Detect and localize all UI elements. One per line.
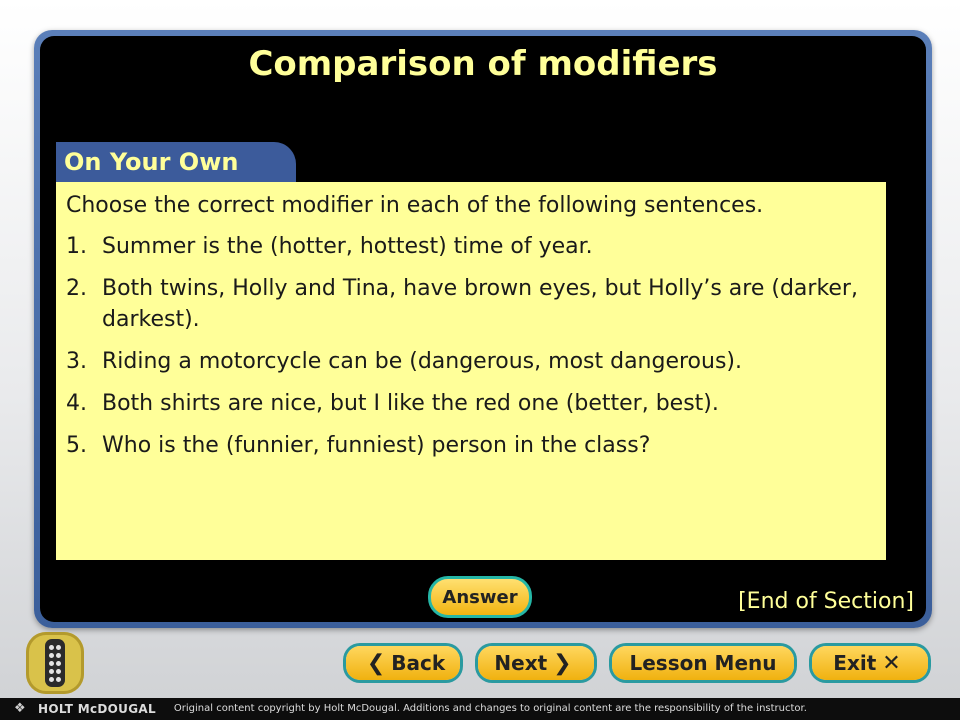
back-button-label: Back: [391, 651, 446, 675]
content-panel: [56, 182, 886, 560]
exit-button[interactable]: [812, 646, 928, 680]
lesson-menu-button-label: Lesson Menu: [629, 651, 777, 675]
slide-title: Comparison of modifiers: [248, 44, 718, 84]
exit-button-label: Exit: [833, 651, 877, 675]
answer-button[interactable]: [428, 576, 532, 618]
footer-bar: [0, 698, 960, 720]
footer-copyright: Original content copyright by Holt McDougal. Additions and changes to original content are the responsibility of the instructor.: [173, 703, 807, 714]
section-tab-label: On Your Own: [64, 148, 239, 176]
list-item: [66, 388, 874, 419]
item-text: Who is the (funnier, funniest) person in the class?: [102, 433, 651, 458]
remote-control-icon[interactable]: [26, 632, 84, 694]
footer-brand: HOLT McDOUGAL: [38, 702, 156, 716]
back-button[interactable]: [346, 646, 460, 680]
instructions: Choose the correct modifier in each of the following sentences.: [66, 193, 764, 218]
chevron-left-icon: ❮: [366, 650, 386, 676]
list-item: [66, 231, 874, 262]
item-text: Riding a motorcycle can be (dangerous, most dangerous).: [102, 349, 742, 374]
chevron-right-icon: ❯: [553, 650, 572, 676]
answer-button-label: Answer: [442, 586, 518, 608]
item-number: 5.: [66, 433, 87, 458]
list-item: [66, 430, 874, 461]
close-icon: ✕: [882, 650, 901, 676]
remote-body: [45, 639, 65, 687]
next-button-label: Next: [494, 651, 548, 675]
lesson-menu-button[interactable]: [612, 646, 794, 680]
item-text: Summer is the (hotter, hottest) time of year.: [102, 234, 593, 259]
holt-logo-icon: ❖: [14, 701, 26, 716]
list-item: [66, 273, 874, 335]
item-number: 4.: [66, 391, 87, 416]
item-number: 3.: [66, 349, 87, 374]
item-text: Both shirts are nice, but I like the red one (better, best).: [102, 391, 719, 416]
list-item: [66, 346, 874, 377]
end-of-section-text: [End of Section]: [738, 589, 914, 614]
item-number: 2.: [66, 276, 87, 301]
section-tab: [56, 142, 296, 182]
next-button[interactable]: [478, 646, 594, 680]
item-text: Both twins, Holly and Tina, have brown eyes, but Holly’s are (darker, darkest).: [102, 276, 858, 332]
item-number: 1.: [66, 234, 87, 259]
